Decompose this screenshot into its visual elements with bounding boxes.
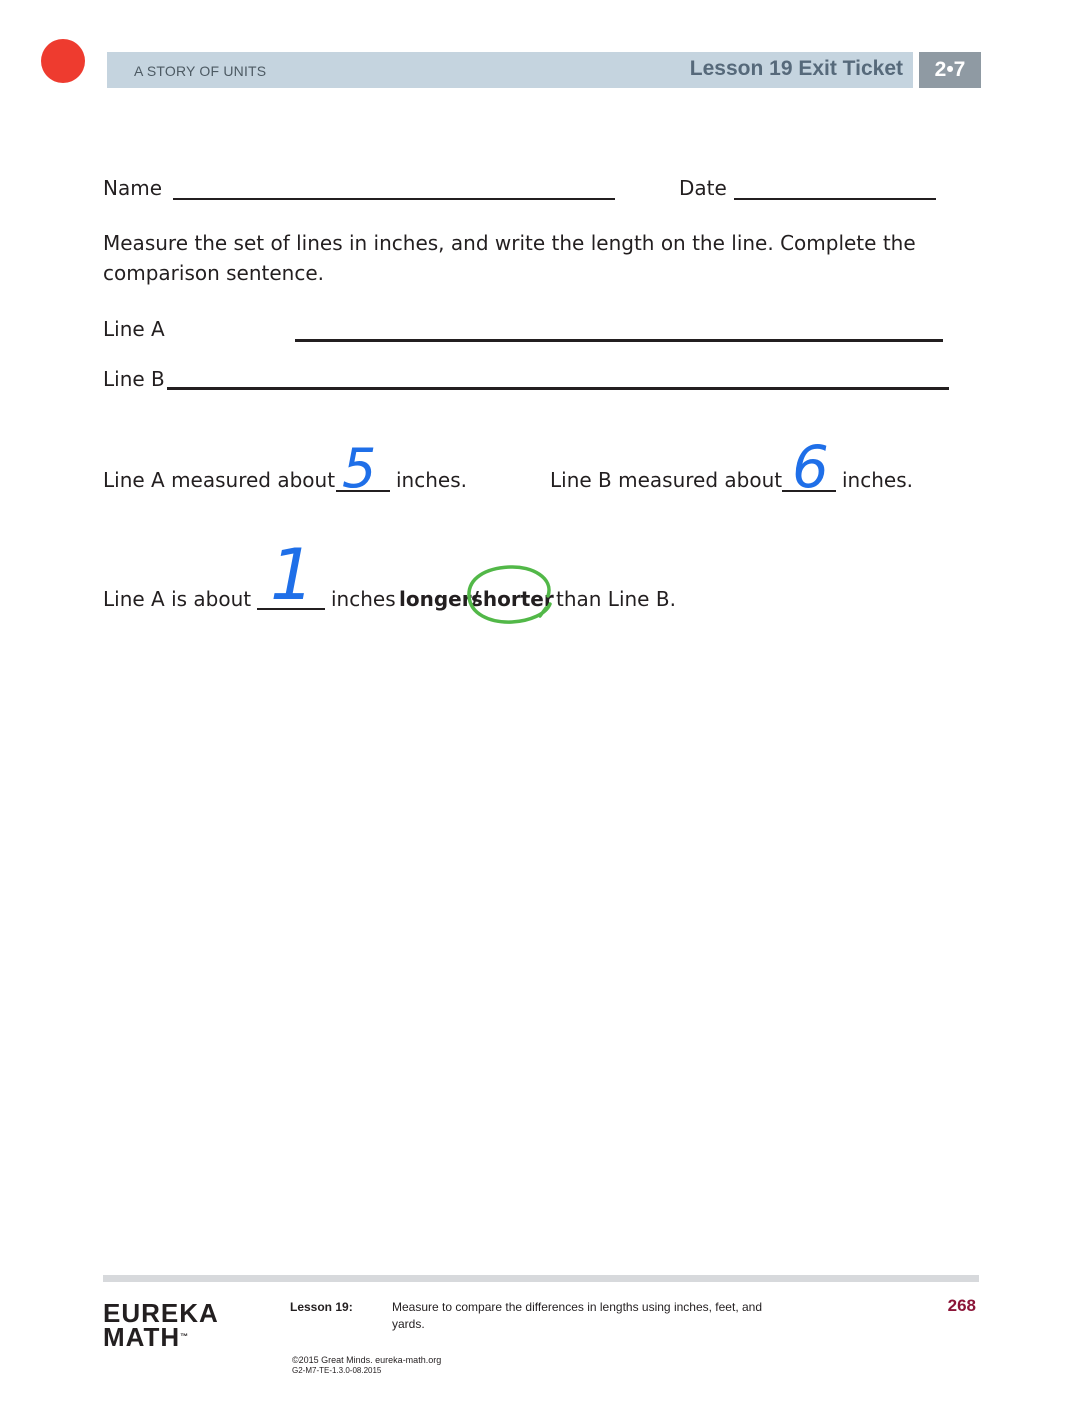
page-number: 268 xyxy=(947,1296,976,1315)
logo-trademark: ™ xyxy=(180,1332,189,1341)
name-field[interactable] xyxy=(173,198,615,200)
footer-lesson-desc-2: yards. xyxy=(392,1317,425,1331)
line-a-answer-handwritten: 5 xyxy=(342,437,377,500)
name-label: Name xyxy=(103,176,163,200)
option-longer[interactable]: longer/ xyxy=(399,587,479,611)
footer-lesson-desc-1: Measure to compare the differences in lengths using inches, feet, and xyxy=(392,1300,763,1314)
footer-rule xyxy=(103,1275,979,1282)
line-b-label: Line B xyxy=(103,367,165,391)
document-code: G2-M7-TE-1.3.0-08.2015 xyxy=(292,1366,382,1375)
circled-answer-mark xyxy=(460,560,560,630)
comparison-answer-handwritten: 1 xyxy=(270,534,315,616)
instruction-line-1: Measure the set of lines in inches, and write the length on the line. Complete the xyxy=(103,231,916,255)
eureka-math-logo xyxy=(103,1298,219,1352)
comparison-suffix: than Line B. xyxy=(556,587,676,611)
red-dot-marker xyxy=(41,39,85,83)
line-a-label: Line A xyxy=(103,317,165,341)
grade-module-badge: 2•7 xyxy=(919,52,981,88)
copyright: ©2015 Great Minds. eureka-math.org xyxy=(292,1355,442,1365)
line-b-segment xyxy=(167,387,949,390)
series-title: A STORY OF UNITS xyxy=(134,63,267,79)
date-field[interactable] xyxy=(734,198,936,200)
line-b-answer-handwritten: 6 xyxy=(792,433,829,501)
footer-lesson-label: Lesson 19: xyxy=(290,1300,353,1314)
line-a-measure-suffix: inches. xyxy=(396,468,467,492)
lesson-title: Lesson 19 Exit Ticket xyxy=(689,57,903,80)
option-shorter[interactable]: shorter xyxy=(471,587,554,611)
line-a-measure-prefix: Line A measured about xyxy=(103,468,336,492)
logo-line-2: MATH™ xyxy=(103,1322,189,1352)
instruction-line-2: comparison sentence. xyxy=(103,261,325,285)
logo-line-1: EUREKA xyxy=(103,1298,219,1328)
comparison-prefix: Line A is about xyxy=(103,587,252,611)
date-label: Date xyxy=(679,176,727,200)
line-b-measure-suffix: inches. xyxy=(842,468,913,492)
line-b-measure-prefix: Line B measured about xyxy=(550,468,783,492)
line-a-segment xyxy=(295,339,943,342)
comparison-middle: inches xyxy=(331,587,396,611)
